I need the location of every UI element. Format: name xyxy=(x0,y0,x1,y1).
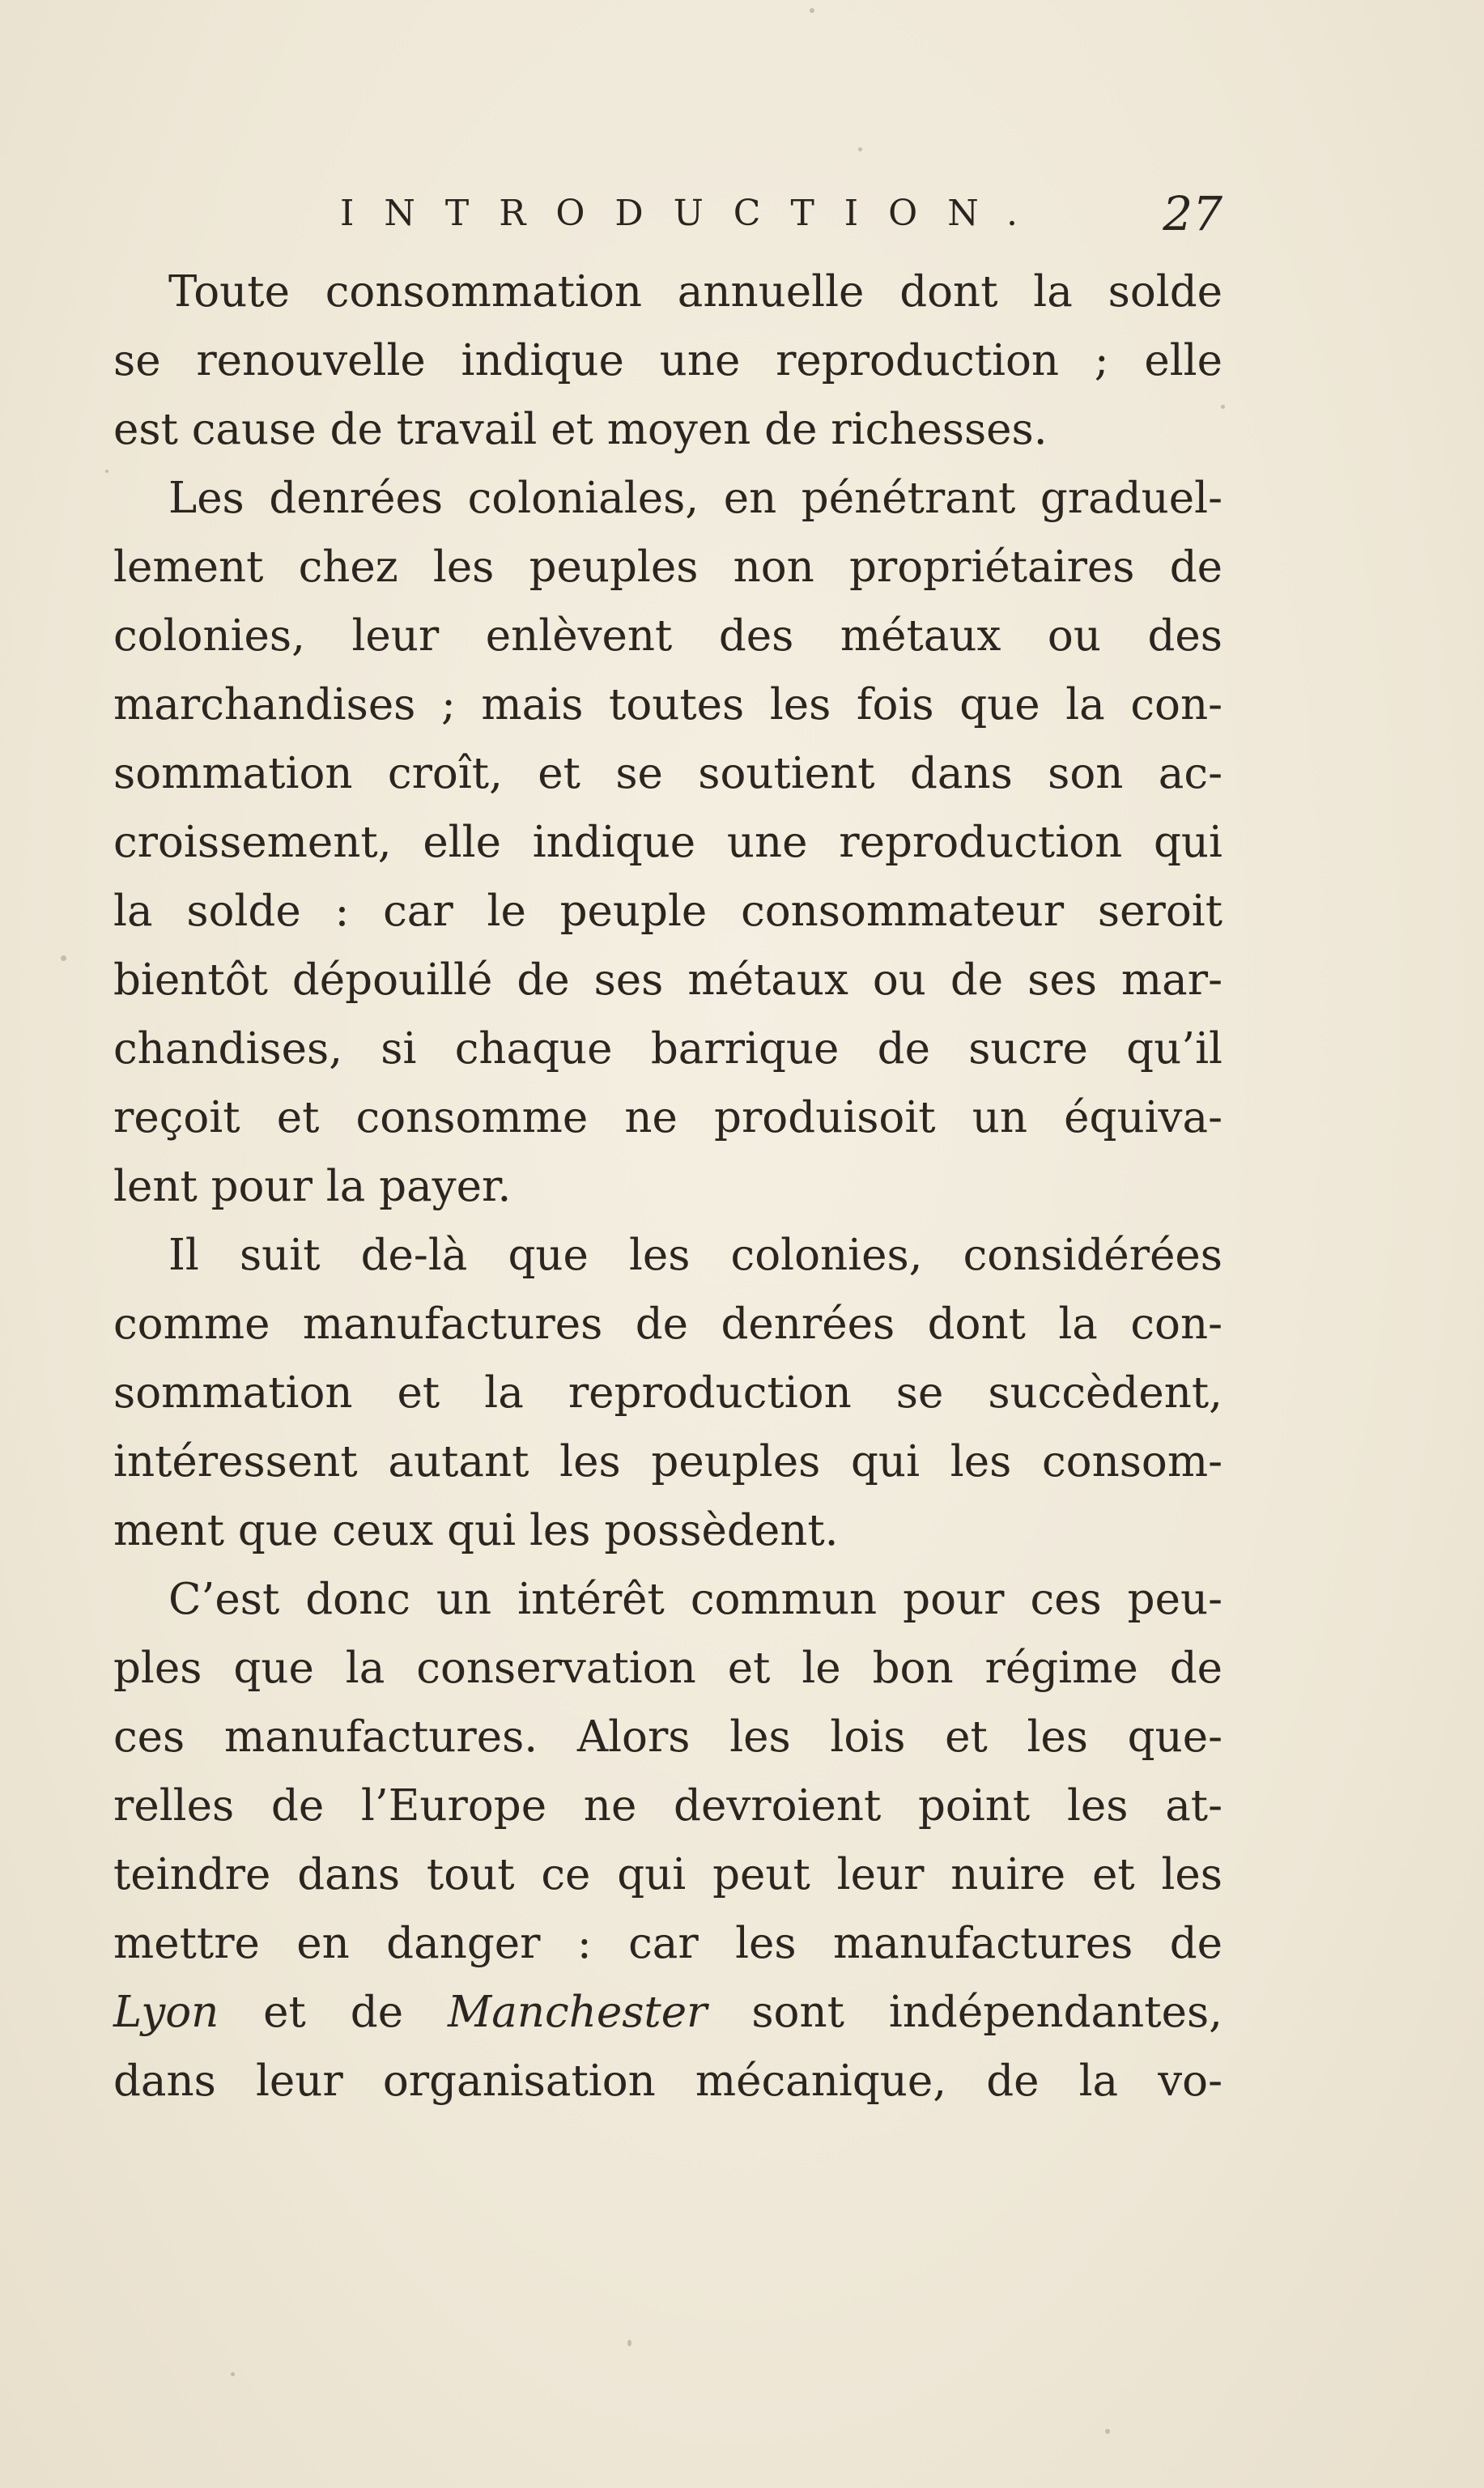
paragraph-4 xyxy=(113,1565,1222,2116)
text-line: chandises, si chaque barrique de sucre qu’il xyxy=(113,1024,1222,1074)
text-line: croissement, elle indique une reproduction qui xyxy=(113,818,1222,867)
paper-speck xyxy=(627,2340,631,2346)
text-line: est cause de travail et moyen de richesses. xyxy=(113,405,1048,454)
text-line: comme manufactures de denrées dont la con- xyxy=(113,1299,1222,1349)
body-text xyxy=(113,257,1222,2116)
paper-speck xyxy=(105,470,108,473)
paper-speck xyxy=(1105,2429,1110,2434)
text-line: la solde : car le peuple consommateur seroit xyxy=(113,887,1222,936)
paragraph-2 xyxy=(113,464,1222,1221)
italic-city-lyon: Lyon xyxy=(113,1988,219,2037)
text-line: se renouvelle indique une reproduction ; elle xyxy=(113,336,1222,385)
text-line: C’est donc un intérêt commun pour ces peu- xyxy=(168,1575,1222,1624)
page-header xyxy=(113,186,1222,266)
paragraph-3 xyxy=(113,1221,1222,1565)
text-line: dans leur organisation mécanique, de la vo- xyxy=(113,2056,1222,2106)
page-number: 27 xyxy=(1163,186,1222,241)
text-line: lement chez les peuples non propriétaires de xyxy=(113,542,1222,592)
text-line: mettre en danger : car les manufactures de xyxy=(113,1919,1222,1968)
text-line: ples que la conservation et le bon régime de xyxy=(113,1644,1222,1693)
text-line: relles de l’Europe ne devroient point les at- xyxy=(113,1781,1222,1831)
text-line: marchandises ; mais toutes les fois que la con- xyxy=(113,680,1222,729)
text-line: colonies, leur enlèvent des métaux ou des xyxy=(113,611,1222,661)
text-line: sommation croît, et se soutient dans son ac- xyxy=(113,749,1222,798)
paper-speck xyxy=(1221,405,1225,409)
text-line: intéressent autant les peuples qui les consom- xyxy=(113,1437,1222,1486)
text-fragment: et de xyxy=(219,1988,449,2037)
text-line-with-italics xyxy=(113,1978,1222,2047)
text-line: bientôt dépouillé de ses métaux ou de ses mar- xyxy=(113,955,1222,1005)
running-title: INTRODUCTION. xyxy=(340,193,1048,234)
paper-speck xyxy=(810,8,814,13)
text-line: teindre dans tout ce qui peut leur nuire et les xyxy=(113,1850,1222,1899)
text-line: ces manufactures. Alors les lois et les que- xyxy=(113,1712,1222,1762)
text-line: reçoit et consomme ne produisoit un équiva- xyxy=(113,1093,1222,1142)
italic-city-manchester: Manchester xyxy=(448,1988,708,2037)
text-line: Les denrées coloniales, en pénétrant graduel- xyxy=(168,474,1222,523)
text-line: lent pour la payer. xyxy=(113,1162,512,1211)
paper-speck xyxy=(858,147,862,151)
paper-speck xyxy=(61,955,66,961)
text-line: Il suit de-là que les colonies, considérées xyxy=(168,1231,1222,1280)
text-line: sommation et la reproduction se succèdent, xyxy=(113,1368,1222,1418)
text-fragment: sont indépendantes, xyxy=(707,1988,1222,2037)
text-line: Toute consommation annuelle dont la solde xyxy=(168,267,1222,317)
text-line: ment que ceux qui les possèdent. xyxy=(113,1506,839,1555)
paragraph-1 xyxy=(113,257,1222,464)
paper-speck xyxy=(231,2372,235,2376)
